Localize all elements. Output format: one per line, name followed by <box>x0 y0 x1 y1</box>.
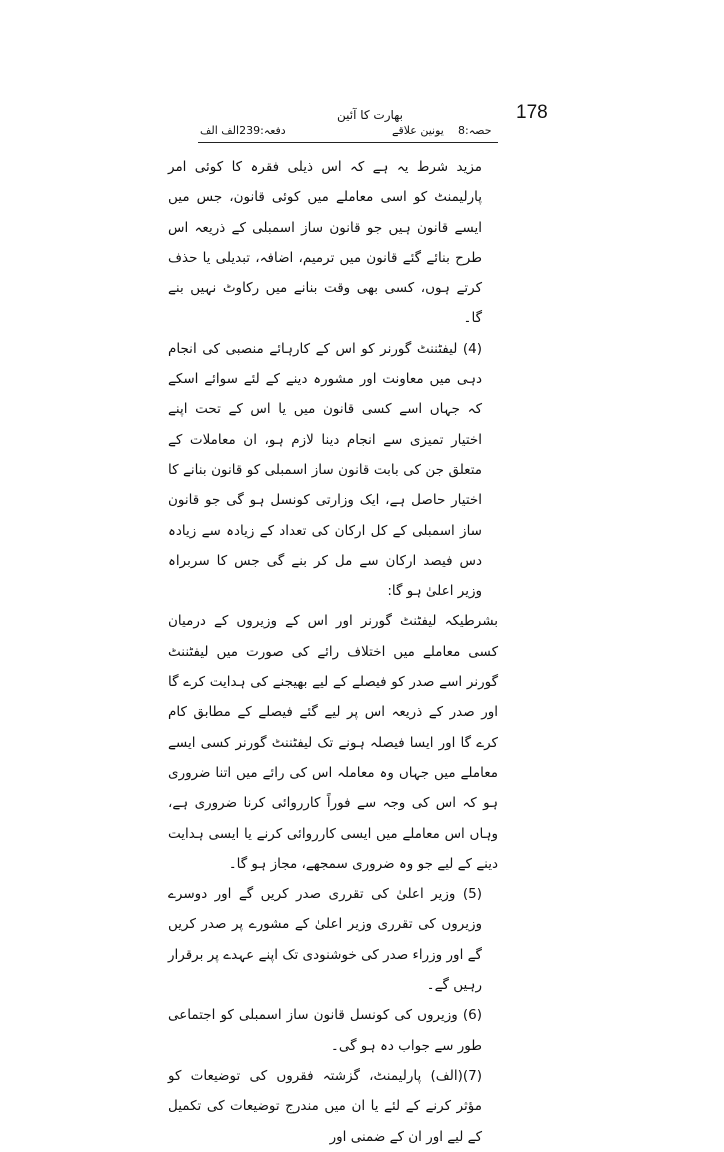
paragraph-clause-6: (6) وزیروں کی کونسل قانون ساز اسمبلی کو اجتماعی طور سے جواب دہ ہو گی۔ <box>168 1007 482 1054</box>
header-section: حصہ:8 <box>458 124 492 137</box>
paragraph-clause-5: (5) وزیر اعلیٰ کی تقرری صدر کریں گے اور دوسرے وزیروں کی تقرری وزیر اعلیٰ کے مشورے پر صدر کریں گے اور وزراء صدر کی خوشنودی تک اپنے عہدے پر برقرار رہیں گے۔ <box>168 886 482 994</box>
header-article: دفعہ:239الف الف <box>200 124 286 137</box>
page-number: 178 <box>516 102 548 123</box>
header-divider <box>198 142 498 143</box>
paragraph-further-proviso: مزید شرط یہ ہے کہ اس ذیلی فقرہ کا کوئی امر پارلیمنٹ کو اسی معاملے میں کوئی قانون، جس میں ایسے قانون ہیں جو قانون ساز اسمبلی کے ذریعہ اس طرح بنائے گئے قانون میں ترمیم، اضافہ، تبدیلی یا حذف کرتے ہوں، کسی بھی وقت بنانے میں رکاوٹ نہیں بنے گا۔ <box>168 159 482 327</box>
paragraph-clause-4: (4) لیفٹننٹ گورنر کو اس کے کارہائے منصبی کی انجام دہی میں معاونت اور مشورہ دینے کے لئے سوائے اسکے کہ جہاں اسے کسی قانون میں یا اس کے تحت اپنے اختیار تمیزی سے انجام دینا لازم ہو، ان معاملات کے متعلق جن کی بابت قانون ساز اسمبلی کو قانون بنانے کا اختیار حاصل ہے، ایک وزارتی کونسل ہو گی جو قانون ساز اسمبلی کے کل ارکان کی تعداد کے زیادہ سے زیادہ دس فیصد ارکان سے مل کر بنے گی جس کا سربراہ وزیر اعلیٰ ہو گا: <box>168 340 482 600</box>
header-chapter: یونین علاقے <box>392 124 444 137</box>
body-text <box>168 152 498 1152</box>
paragraph-clause-7a: (7)(الف) پارلیمنٹ، گزشتہ فقروں کی توضیعات کو مؤثر کرنے کے لئے یا ان میں مندرج توضیعات کی تکمیل کے لیے اور ان کے ضمنی اور <box>168 1067 482 1145</box>
paragraph-proviso: بشرطیکہ لیفٹنٹ گورنر اور اس کے وزیروں کے درمیان کسی معاملے میں اختلاف رائے کی صورت میں لیفٹننٹ گورنر اسے صدر کو فیصلے کے لیے بھیجنے کی ہدایت کرے گا اور صدر کے ذریعہ اس پر لیے گئے فیصلے کے مطابق کام کرے گا اور ایسا فیصلہ ہونے تک لیفٹننٹ گورنر کسی ایسے معاملے میں جہاں وہ معاملہ اس کی رائے میں اتنا ضروری ہو کہ اس کی وجہ سے فوراً کارروائی کرنا ضروری ہے، وہاں اس معاملے میں ایسی کارروائی کرنے یا ایسی ہدایت دینے کے لیے جو وہ ضروری سمجھے، مجاز ہو گا۔ <box>168 613 498 872</box>
running-title: بھارت کا آئین <box>336 108 404 122</box>
